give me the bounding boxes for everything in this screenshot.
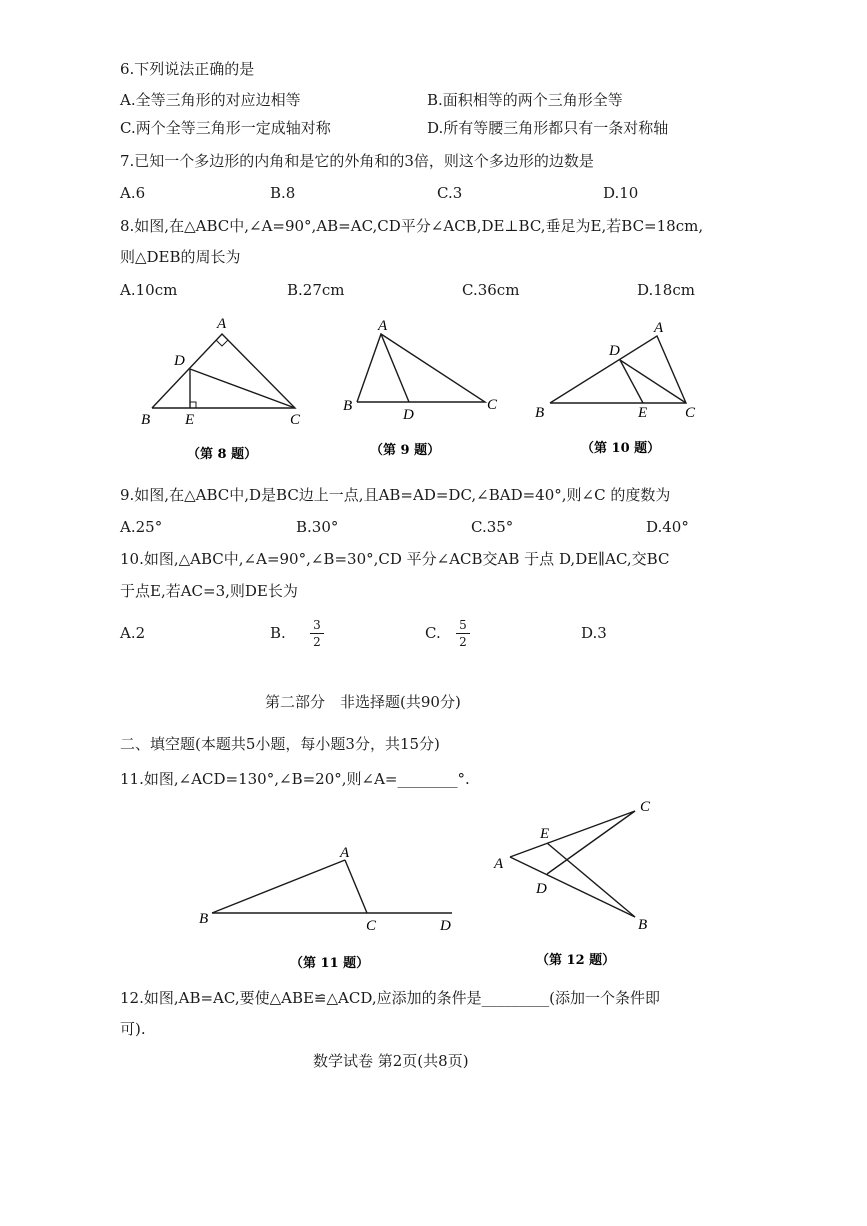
q10-stem-line2: 于点E,若AC=3,则DE长为 bbox=[120, 582, 298, 600]
q10-option-c-numerator: 5 bbox=[459, 618, 467, 632]
q7-stem: 7.已知一个多边形的内角和是它的外角和的3倍，则这个多边形的边数是 bbox=[120, 152, 594, 170]
q10-option-a: A.2 bbox=[120, 624, 146, 642]
q10-option-b-denominator: 2 bbox=[313, 635, 321, 649]
fig10-label-e: E bbox=[638, 405, 648, 421]
q10-option-d: D.3 bbox=[581, 624, 607, 642]
fig12-label-e: E bbox=[540, 826, 550, 842]
fig10-label-d: D bbox=[609, 343, 620, 359]
q12-stem-line1 bbox=[120, 988, 660, 1008]
q6-option-c: C.两个全等三角形一定成轴对称 bbox=[120, 119, 331, 137]
q10-stem-line1: 10.如图,△ABC中,∠A=90°,∠B=30°,CD 平分∠ACB交AB 于点 D,DE∥AC,交BC bbox=[120, 550, 670, 568]
q9-stem: 9.如图,在△ABC中,D是BC边上一点,且AB=AD=DC,∠BAD=40°,则∠C 的度数为 bbox=[120, 486, 671, 504]
fig11-segment-ac bbox=[345, 860, 367, 913]
fig12-segment-ab bbox=[510, 857, 635, 917]
q10-option-b-numerator: 3 bbox=[313, 618, 321, 632]
q6-stem: 6.下列说法正确的是 bbox=[120, 60, 255, 78]
q10-option-c-denominator: 2 bbox=[459, 635, 467, 649]
fig12-segment-eb bbox=[547, 843, 635, 917]
fig10-caption: （第 10 题） bbox=[581, 441, 661, 456]
page-footer: 数学试卷 第2页(共8页) bbox=[313, 1052, 469, 1070]
q9-option-d: D.40° bbox=[646, 518, 689, 536]
q8-stem-line2: 则△DEB的周长为 bbox=[120, 248, 241, 266]
q7-option-a: A.6 bbox=[120, 184, 146, 202]
q7-option-c: C.3 bbox=[437, 184, 463, 202]
q6-option-d: D.所有等腰三角形都只有一条对称轴 bbox=[427, 119, 669, 137]
fig8-label-d: D bbox=[174, 353, 185, 369]
q9-option-b: B.30° bbox=[296, 518, 339, 536]
q6-option-a: A.全等三角形的对应边相等 bbox=[120, 91, 301, 109]
fig8-label-b: B bbox=[141, 412, 151, 428]
fig12-label-b: B bbox=[638, 917, 648, 933]
q10-option-c-prefix: C. bbox=[425, 624, 441, 642]
q8-option-b: B.27cm bbox=[287, 281, 345, 299]
q11-stem-suffix: °. bbox=[457, 770, 470, 788]
q11-stem-text: 11.如图,∠ACD=130°,∠B=20°,则∠A= bbox=[120, 770, 398, 788]
fig10-label-c: C bbox=[685, 405, 696, 421]
part2-title: 第二部分 非选择题(共90分) bbox=[265, 693, 461, 711]
fig10-label-b: B bbox=[535, 405, 545, 421]
fig11-segment-ba bbox=[212, 860, 345, 913]
fig12-segment-ac bbox=[510, 811, 635, 857]
fig12-label-d: D bbox=[536, 881, 547, 897]
fig11-label-b: B bbox=[199, 911, 209, 927]
fig12-label-c: C bbox=[640, 799, 651, 815]
q10-option-b-prefix: B. bbox=[270, 624, 286, 642]
fig11-label-d: D bbox=[440, 918, 451, 934]
q12-stem-line2: 可). bbox=[120, 1020, 146, 1038]
q7-option-d: D.10 bbox=[603, 184, 639, 202]
q11-answer-blank[interactable]: ________ bbox=[397, 770, 458, 788]
fig11-label-c: C bbox=[366, 918, 377, 934]
section-fill-in-title: 二、填空题(本题共5小题，每小题3分，共15分) bbox=[120, 735, 440, 753]
fig8-caption: （第 8 题） bbox=[187, 447, 258, 462]
q12-stem-text: 12.如图,AB=AC,要使△ABE≌△ACD,应添加的条件是 bbox=[120, 989, 482, 1007]
figure-12 bbox=[510, 811, 635, 917]
fig9-label-b: B bbox=[343, 398, 353, 414]
fig10-label-a: A bbox=[654, 320, 664, 336]
fig11-label-a: A bbox=[340, 845, 350, 861]
q7-option-b: B.8 bbox=[270, 184, 296, 202]
fig9-caption: （第 9 题） bbox=[370, 443, 441, 458]
fig8-label-c: C bbox=[290, 412, 301, 428]
fig9-label-c: C bbox=[487, 397, 498, 413]
fig11-caption: （第 11 题） bbox=[290, 956, 370, 971]
q8-option-c: C.36cm bbox=[462, 281, 520, 299]
q12-answer-blank[interactable]: _________ bbox=[481, 989, 550, 1007]
fig8-label-a: A bbox=[217, 316, 227, 332]
q8-option-d: D.18cm bbox=[637, 281, 695, 299]
q12-stem-suffix: (添加一个条件即 bbox=[549, 989, 660, 1007]
q9-option-a: A.25° bbox=[120, 518, 163, 536]
q6-option-b: B.面积相等的两个三角形全等 bbox=[427, 91, 623, 109]
fig9-label-d: D bbox=[403, 407, 414, 423]
q8-option-a: A.10cm bbox=[120, 281, 178, 299]
fig12-label-a: A bbox=[494, 856, 504, 872]
fig8-label-e: E bbox=[185, 412, 195, 428]
fig12-caption: （第 12 题） bbox=[536, 953, 616, 968]
figure-11 bbox=[212, 860, 452, 913]
fig9-label-a: A bbox=[378, 318, 388, 334]
q8-stem-line1: 8.如图,在△ABC中,∠A=90°,AB=AC,CD平分∠ACB,DE⊥BC,垂足为E,若BC=18cm, bbox=[120, 217, 704, 235]
q9-option-c: C.35° bbox=[471, 518, 514, 536]
fig12-segment-dc bbox=[547, 811, 635, 874]
